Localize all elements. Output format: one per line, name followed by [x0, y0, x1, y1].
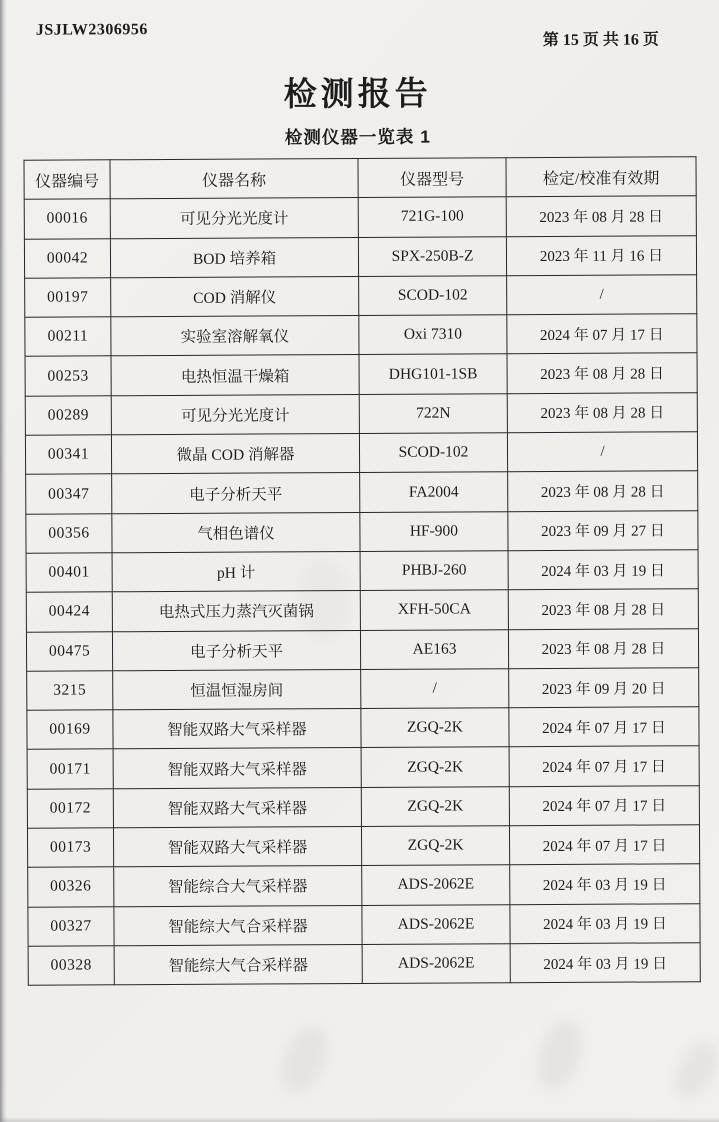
table-cell: SCOD-102 [359, 276, 507, 316]
table-cell: 00253 [25, 356, 111, 396]
table-cell: 智能综合大气采样器 [114, 866, 362, 907]
table-row [27, 825, 699, 868]
table-row [26, 628, 698, 671]
table-row [28, 864, 700, 907]
table-row [24, 196, 696, 239]
table-cell: 电子分析天平 [112, 630, 360, 671]
column-header: 仪器型号 [358, 158, 506, 198]
table-cell: 智能双路大气采样器 [113, 827, 361, 868]
table-cell: 2024 年 07 月 17 日 [509, 825, 699, 865]
table-row [28, 903, 700, 946]
table-cell: 2023 年 08 月 28 日 [508, 589, 698, 629]
scan-edge-bottom [0, 1117, 719, 1122]
table-row [26, 589, 698, 632]
table-cell: ZGQ-2K [361, 786, 509, 826]
table-row [28, 943, 700, 986]
table-cell: 00289 [25, 396, 111, 436]
table-cell: BOD 培养箱 [110, 237, 358, 278]
table-cell: 2023 年 08 月 28 日 [507, 393, 697, 433]
table-cell: 2023 年 08 月 28 日 [508, 628, 698, 668]
report-number: JSJLW2306956 [35, 21, 148, 39]
table-cell: 实验室溶解氧仪 [111, 316, 359, 357]
table-cell: 可见分光光度计 [110, 198, 358, 239]
table-cell: 2024 年 03 月 19 日 [510, 903, 700, 943]
table-row [25, 432, 697, 475]
column-header: 仪器编号 [24, 160, 110, 200]
table-row [27, 785, 699, 828]
table-cell: 00424 [26, 592, 112, 632]
scan-edge-left [0, 0, 7, 1122]
table-cell: 00016 [24, 199, 110, 239]
table-cell: XFH-50CA [360, 590, 508, 630]
table-cell: DHG101-1SB [359, 354, 507, 394]
table-cell: 2023 年 09 月 27 日 [508, 510, 698, 550]
table-row [25, 393, 697, 436]
table-cell: 00347 [26, 474, 112, 514]
table-cell: ZGQ-2K [361, 826, 509, 866]
table-cell: 00475 [26, 631, 112, 671]
table-row [27, 707, 699, 750]
table-row [24, 235, 696, 278]
page-indicator: 第 15 页 共 16 页 [542, 31, 659, 50]
table-cell: SPX-250B-Z [358, 236, 506, 276]
table-header-row [24, 157, 696, 200]
table-cell: 00169 [27, 710, 113, 750]
table-cell: pH 计 [112, 551, 360, 592]
table-caption: 检测仪器一览表 1 [284, 126, 431, 148]
table-cell: 00042 [24, 238, 110, 278]
table-row [27, 746, 699, 789]
table-cell: 2023 年 09 月 20 日 [509, 668, 699, 708]
table-cell: 00172 [27, 789, 113, 829]
table-cell: 00327 [28, 906, 114, 946]
table-cell: 00401 [26, 553, 112, 593]
table-cell: / [361, 669, 509, 709]
table-cell: 00211 [25, 317, 111, 357]
table-cell: ZGQ-2K [361, 708, 509, 748]
table-cell: / [507, 275, 697, 315]
table-cell: 2023 年 11 月 16 日 [506, 235, 696, 275]
instruments-table [23, 156, 700, 986]
table-cell: 智能双路大气采样器 [113, 787, 361, 828]
table-cell: 2023 年 08 月 28 日 [506, 196, 696, 236]
table-cell: 2024 年 07 月 17 日 [509, 707, 699, 747]
table-cell: 00171 [27, 749, 113, 789]
table-cell: Oxi 7310 [359, 315, 507, 355]
document-header [35, 18, 687, 50]
table-cell: AE163 [360, 629, 508, 669]
column-header: 仪器名称 [110, 159, 358, 200]
table-cell: 00173 [27, 828, 113, 868]
table-cell: COD 消解仪 [111, 276, 359, 317]
table-cell: 电热式压力蒸汽灭菌锅 [112, 591, 360, 632]
table-cell: 2024 年 03 月 19 日 [508, 550, 698, 590]
table-row [27, 668, 699, 711]
table-row [26, 550, 698, 593]
table-row [25, 353, 697, 396]
table-cell: 00326 [28, 867, 114, 907]
table-cell: 电子分析天平 [112, 473, 360, 514]
table-cell: 智能综大气合采样器 [114, 905, 362, 946]
column-header: 检定/校准有效期 [506, 157, 696, 197]
table-cell: 恒温恒湿房间 [113, 669, 361, 710]
table-cell: 智能综大气合采样器 [114, 944, 362, 985]
table-cell: 2024 年 03 月 19 日 [510, 864, 700, 904]
table-cell: 2024 年 07 月 17 日 [507, 314, 697, 354]
table-cell: 智能双路大气采样器 [113, 748, 361, 789]
table-cell: 00328 [28, 946, 114, 986]
table-cell: 2024 年 07 月 17 日 [509, 785, 699, 825]
table-cell: 722N [359, 394, 507, 434]
table-cell: ADS-2062E [362, 944, 510, 984]
table-cell: SCOD-102 [359, 433, 507, 473]
table-cell: 00197 [25, 278, 111, 318]
table-cell: 2023 年 08 月 28 日 [507, 353, 697, 393]
table-cell: 智能双路大气采样器 [113, 709, 361, 750]
table-cell: ADS-2062E [362, 904, 510, 944]
table-cell: 2023 年 08 月 28 日 [508, 471, 698, 511]
table-cell: 2024 年 03 月 19 日 [510, 943, 700, 983]
table-cell: 可见分光光度计 [111, 394, 359, 435]
table-row [25, 314, 697, 357]
table-cell: / [507, 432, 697, 472]
table-cell: PHBJ-260 [360, 551, 508, 591]
table-cell: 电热恒温干燥箱 [111, 355, 359, 396]
page-title: 检测报告 [283, 74, 432, 113]
table-row [25, 275, 697, 318]
table-cell: 721G-100 [358, 197, 506, 237]
table-row [26, 471, 698, 514]
table-cell: ZGQ-2K [361, 747, 509, 787]
table-cell: FA2004 [360, 472, 508, 512]
table-cell: HF-900 [360, 511, 508, 551]
table-cell: 00341 [25, 435, 111, 475]
table-cell: 气相色谱仪 [112, 512, 360, 553]
table-cell: 3215 [27, 671, 113, 711]
table-cell: ADS-2062E [362, 865, 510, 905]
table-cell: 00356 [26, 513, 112, 553]
table-row [26, 510, 698, 553]
table-cell: 微晶 COD 消解器 [111, 434, 359, 475]
table-cell: 2024 年 07 月 17 日 [509, 746, 699, 786]
